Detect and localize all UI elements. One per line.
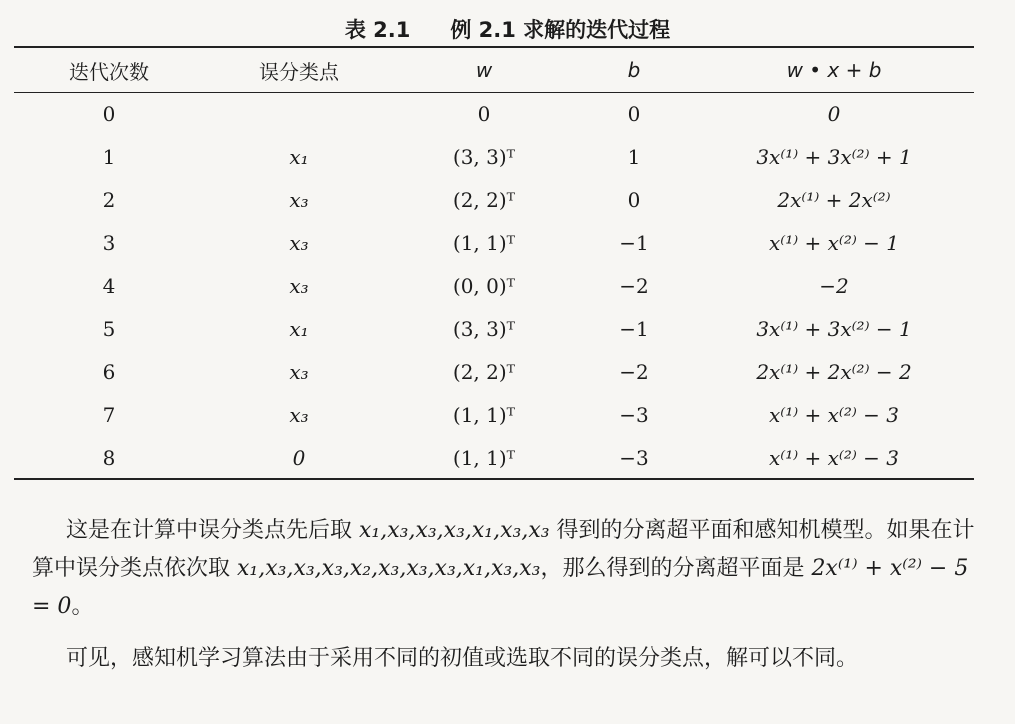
table-row — [14, 307, 974, 350]
table-row — [14, 221, 974, 264]
table-row — [14, 264, 974, 307]
cell-decision-function: 3x⁽¹⁾ + 3x⁽²⁾ − 1 — [756, 316, 912, 341]
cell-iteration: 0 — [102, 101, 116, 126]
cell-decision-function: 2x⁽¹⁾ + 2x⁽²⁾ — [777, 187, 891, 212]
table-body — [14, 92, 974, 479]
caption-title: 例 2.1 求解的迭代过程 — [450, 18, 671, 42]
paragraph-2 — [32, 640, 982, 678]
paragraph1-part1: 这是在计算中误分类点先后取 — [66, 518, 359, 543]
cell-decision-function: x⁽¹⁾ + x⁽²⁾ − 3 — [769, 445, 899, 470]
table-row — [14, 178, 974, 221]
cell-w-value: (1, 1)ᵀ — [452, 402, 516, 427]
cell-misclassified-point: x₁ — [289, 144, 309, 169]
cell-iteration: 8 — [102, 445, 116, 470]
table-row — [14, 135, 974, 178]
paragraph1-part3: ，那么得到的分离超平面是 — [540, 556, 812, 581]
paragraph1-part2: 得到的分离超平面和感知机模型。如果在计算中误分类点依次取 — [32, 518, 975, 581]
cell-b-value: −2 — [619, 273, 649, 298]
cell-misclassified-point: 0 — [292, 445, 306, 470]
cell-b-value: 0 — [627, 101, 641, 126]
table-caption — [0, 14, 1015, 44]
paragraph2-text: 可见，感知机学习算法由于采用不同的初值或选取不同的误分类点，解可以不同。 — [66, 646, 859, 671]
cell-w-value: (1, 1)ᵀ — [452, 445, 516, 470]
cell-misclassified-point: x₃ — [289, 273, 309, 298]
cell-b-value: 0 — [627, 187, 641, 212]
header-misclassified: 误分类点 — [259, 59, 339, 84]
table-row — [14, 436, 974, 479]
cell-w-value: (3, 3)ᵀ — [452, 144, 516, 169]
cell-w-value: (0, 0)ᵀ — [452, 273, 516, 298]
paragraph-1 — [32, 512, 982, 626]
cell-b-value: 1 — [627, 144, 641, 169]
cell-w-value: 0 — [477, 101, 491, 126]
caption-number: 表 2.1 — [344, 18, 411, 42]
cell-b-value: −2 — [619, 359, 649, 384]
table-row — [14, 92, 974, 135]
cell-iteration: 7 — [102, 402, 116, 427]
cell-iteration: 2 — [102, 187, 116, 212]
cell-decision-function: 0 — [827, 101, 841, 126]
cell-misclassified-point: x₃ — [289, 230, 309, 255]
cell-decision-function: x⁽¹⁾ + x⁽²⁾ − 1 — [769, 230, 899, 255]
cell-b-value: −1 — [619, 230, 649, 255]
cell-misclassified-point: x₁ — [289, 316, 309, 341]
cell-decision-function: x⁽¹⁾ + x⁽²⁾ − 3 — [769, 402, 899, 427]
cell-iteration: 4 — [102, 273, 116, 298]
paragraph1-eq: 2x⁽¹⁾ + x⁽²⁾ − 5 = 0 — [32, 556, 969, 619]
cell-misclassified-point — [204, 92, 394, 135]
cell-decision-function: 3x⁽¹⁾ + 3x⁽²⁾ + 1 — [756, 144, 912, 169]
paragraph1-part4: 。 — [71, 594, 94, 619]
cell-iteration: 6 — [102, 359, 116, 384]
cell-iteration: 5 — [102, 316, 116, 341]
cell-b-value: −3 — [619, 402, 649, 427]
cell-b-value: −3 — [619, 445, 649, 470]
header-b: b — [627, 58, 641, 82]
iteration-table — [14, 48, 974, 479]
table-row — [14, 350, 974, 393]
table-header-row — [14, 48, 974, 92]
cell-decision-function: −2 — [819, 273, 849, 298]
cell-misclassified-point: x₃ — [289, 187, 309, 212]
header-iteration: 迭代次数 — [69, 59, 149, 84]
cell-misclassified-point: x₃ — [289, 359, 309, 384]
paragraph1-seq2: x₁,x₃,x₃,x₃,x₂,x₃,x₃,x₃,x₁,x₃,x₃ — [237, 556, 541, 581]
cell-w-value: (3, 3)ᵀ — [452, 316, 516, 341]
cell-iteration: 1 — [102, 144, 116, 169]
cell-w-value: (2, 2)ᵀ — [452, 187, 516, 212]
table-row — [14, 393, 974, 436]
header-wxb: w • x + b — [786, 58, 882, 82]
paragraph1-seq1: x₁,x₃,x₃,x₃,x₁,x₃,x₃ — [359, 518, 550, 543]
cell-w-value: (1, 1)ᵀ — [452, 230, 516, 255]
cell-decision-function: 2x⁽¹⁾ + 2x⁽²⁾ − 2 — [756, 359, 912, 384]
cell-w-value: (2, 2)ᵀ — [452, 359, 516, 384]
cell-b-value: −1 — [619, 316, 649, 341]
header-w: w — [475, 58, 493, 82]
cell-iteration: 3 — [102, 230, 116, 255]
cell-misclassified-point: x₃ — [289, 402, 309, 427]
